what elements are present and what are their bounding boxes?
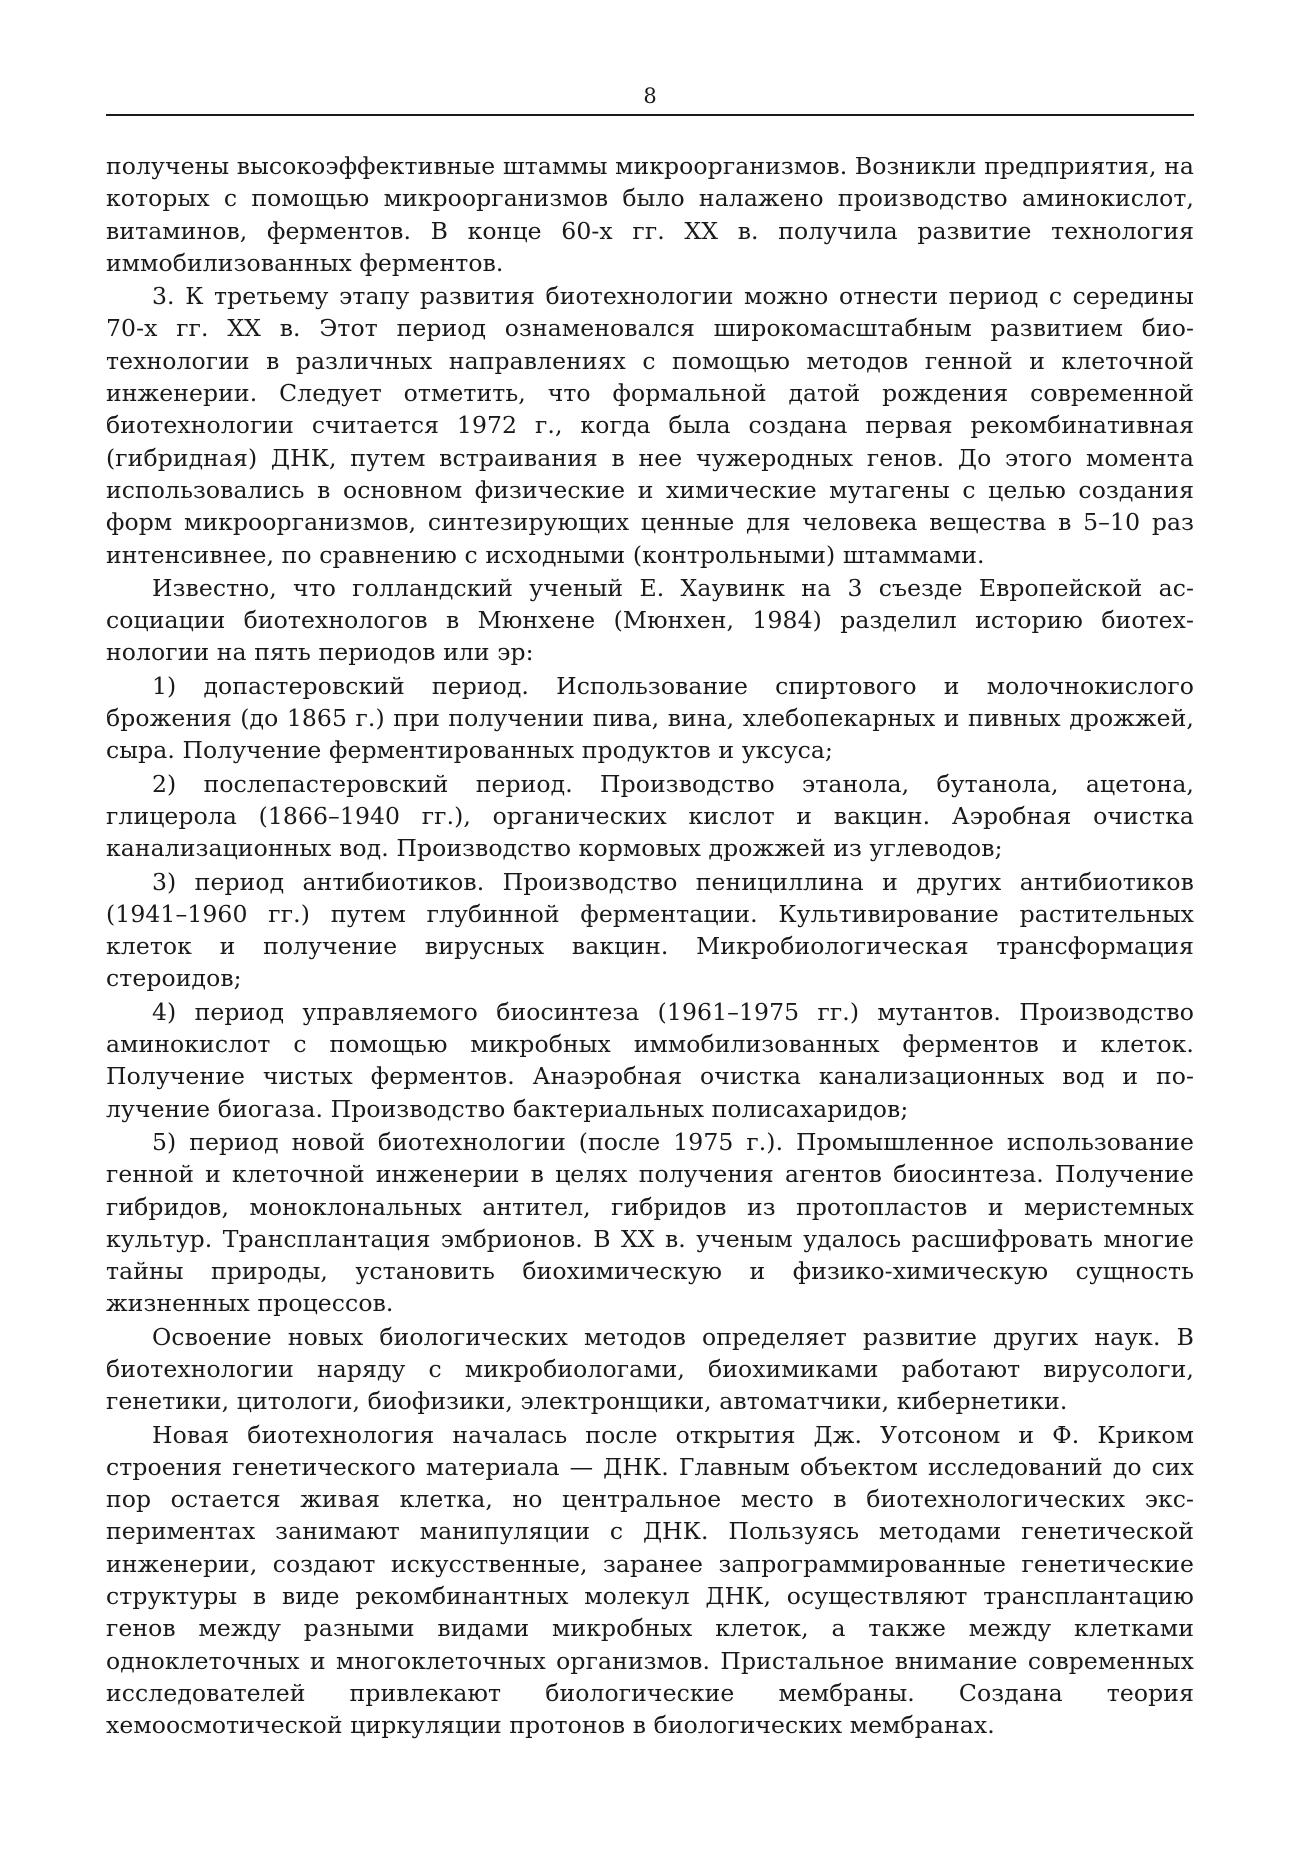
- page-number: 8: [643, 84, 657, 108]
- page-header: [106, 84, 1194, 116]
- paragraph-new-methods: Освоение новых биологических методов определяет развитие других наук. В биотехнологии наряду с микробиологами, биохимиками работают вирусологи, генетики, цитологи, биофизики, электронщики, автоматчики, кибернетики.: [106, 1322, 1194, 1416]
- paragraph-third-stage: 3. К третьему этапу развития биотехнологии можно отнести период с середины 70-х гг. XX в. Этот период ознаменовался широкомасштабным развитием биотехнологии в различных направлениях с помощью методов генной и клеточной инженерии. Следует отметить, что формальной датой рождения современной биотехнологии считается 1972 г., когда была создана первая рекомбинативная (гибридная) ДНК, путем встраивания в нее чужеродных генов. До этого момента использовались в основном физические и химические мутагены с целью создания форм микроорганизмов, синтезирующих ценные для человека вещества в 5–10 раз интенсивнее, по сравнению с исходными (контрольными) штаммами.: [106, 282, 1194, 569]
- paragraph-dna-discovery: Новая биотехнология началась после открытия Дж. Уотсоном и Ф. Криком строения генетического материала — ДНК. Главным объектом исследований до сих пор остается живая клетка, но центральное место в биотехнологических экспериментах занимают манипуляции с ДНК. Пользуясь методами генетической инженерии, создают искусственные, заранее запрограммированные генетические структуры в виде рекомбинантных молекул ДНК, осуществляют трансплантацию генов между разными видами микробных клеток, а также между клетками одноклеточных и многоклеточных организмов. Пристальное внимание современных исследователей привлекают биологические мембраны. Создана теория хемоосмотической циркуляции протонов в биологических мембранах.: [106, 1420, 1194, 1740]
- list-item-post-pasteur: 2) послепастеровский период. Производство этанола, бутанола, ацетона, глицерола (1866–1940 гг.), органических кислот и вакцин. Аэробная очистка канализационных вод. Производство кормовых дрожжей из углеводов;: [106, 769, 1194, 863]
- paragraph-hauwink-periods: Известно, что голландский ученый Е. Хаувинк на 3 съезде Европейской ассоциации биотехнологов в Мюнхене (Мюнхен, 1984) разделил историю биотехнологии на пять периодов или эр:: [106, 573, 1194, 667]
- list-item-controlled-biosynthesis: 4) период управляемого биосинтеза (1961–1975 гг.) мутантов. Производство аминокислот с помощью микробных иммобилизованных ферментов и клеток. Получение чистых ферментов. Анаэробная очистка канализационных вод и получение биогаза. Производство бактериальных полисахаридов;: [106, 997, 1194, 1123]
- list-item-pre-pasteur: 1) допастеровский период. Использование спиртового и молочнокислого брожения (до 1865 г.) при получении пива, вина, хлебопекарных и пивных дрожжей, сыра. Получение ферментированных продуктов и уксуса;: [106, 671, 1194, 765]
- list-item-antibiotics: 3) период антибиотиков. Производство пенициллина и других антибиотиков (1941–1960 гг.) путем глубинной ферментации. Культивирование растительных клеток и получение вирусных вакцин. Микробиологическая трансформация стероидов;: [106, 867, 1194, 993]
- paragraph-continuation: получены высокоэффективные штаммы микроорганизмов. Возникли предприятия, на которых с помощью микроорганизмов было налажено производство аминокислот, витаминов, ферментов. В конце 60-х гг. XX в. получила развитие технология иммобилизованных ферментов.: [106, 152, 1194, 277]
- list-item-new-biotechnology: 5) период новой биотехнологии (после 1975 г.). Промышленное использование генной и клеточной инженерии в целях получения агентов биосинтеза. Получение гибридов, моноклональных антител, гибридов из протопластов и меристемных культур. Трансплантация эмбрионов. В XX в. ученым удалось расшифровать многие тайны природы, установить биохимическую и физико-химическую сущность жизненных процессов.: [106, 1127, 1194, 1318]
- page-body: [106, 150, 1194, 1742]
